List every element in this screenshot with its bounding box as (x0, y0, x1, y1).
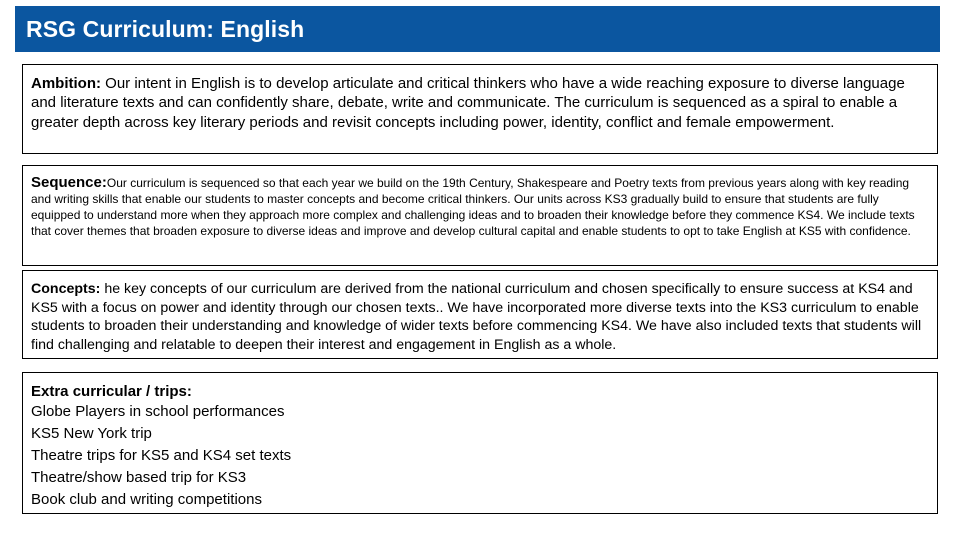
list-item: Book club and writing competitions (31, 491, 262, 508)
ambition-paragraph (31, 74, 929, 132)
sequence-label: Sequence: (31, 174, 107, 191)
sequence-text: Our curriculum is sequenced so that each year we build on the 19th Century, Shakespeare and Poetry texts from previous years along with key reading and writing skills that enable our students to master concepts and become critical thinkers. Our units across KS3 gradually build to ensure that students are fully equipped to understand more when they approach more complex and challenging ideas and to broaden their knowledge before they commence KS4. We include texts that cover themes that broaden exposure to diverse ideas and improve and develop cultural capital and enable students to opt to take English at KS5 with confidence. (31, 176, 915, 238)
concepts-text: he key concepts of our curriculum are derived from the national curriculum and chosen specifically to ensure success at KS4 and KS5 with a focus on power and identity through our chosen texts.. We have incorporated more diverse texts into the KS3 curriculum to enable students to broaden their understanding and knowledge of wider texts before commencing KS4. We have also included texts that students will find challenging and relatable to deepen their interest and engagement in English as a whole. (31, 281, 922, 354)
list-item: Theatre trips for KS5 and KS4 set texts (31, 447, 292, 464)
extra-curricular-heading: Extra curricular / trips: (31, 383, 192, 400)
extra-curricular-box (22, 372, 938, 514)
title-bar (15, 6, 940, 52)
list-item: Globe Players in school performances (31, 403, 285, 420)
page-title: RSG Curriculum: English (26, 15, 305, 42)
sequence-box (22, 165, 938, 266)
extra-curricular-list (31, 401, 929, 511)
list-item: KS5 New York trip (31, 425, 152, 442)
concepts-paragraph (31, 280, 929, 355)
ambition-box (22, 64, 938, 154)
concepts-box (22, 270, 938, 359)
ambition-text: Our intent in English is to develop articulate and critical thinkers who have a wide reaching exposure to diverse language and literature texts and can confidently share, debate, write and communicate. The curriculum is sequenced as a spiral to enable a greater depth across key literary periods and revisit concepts including power, identity, conflict and female empowerment. (31, 75, 905, 131)
concepts-label: Concepts: (31, 281, 101, 297)
sequence-paragraph (31, 175, 929, 239)
list-item: Theatre/show based trip for KS3 (31, 469, 247, 486)
ambition-label: Ambition: (31, 75, 101, 92)
